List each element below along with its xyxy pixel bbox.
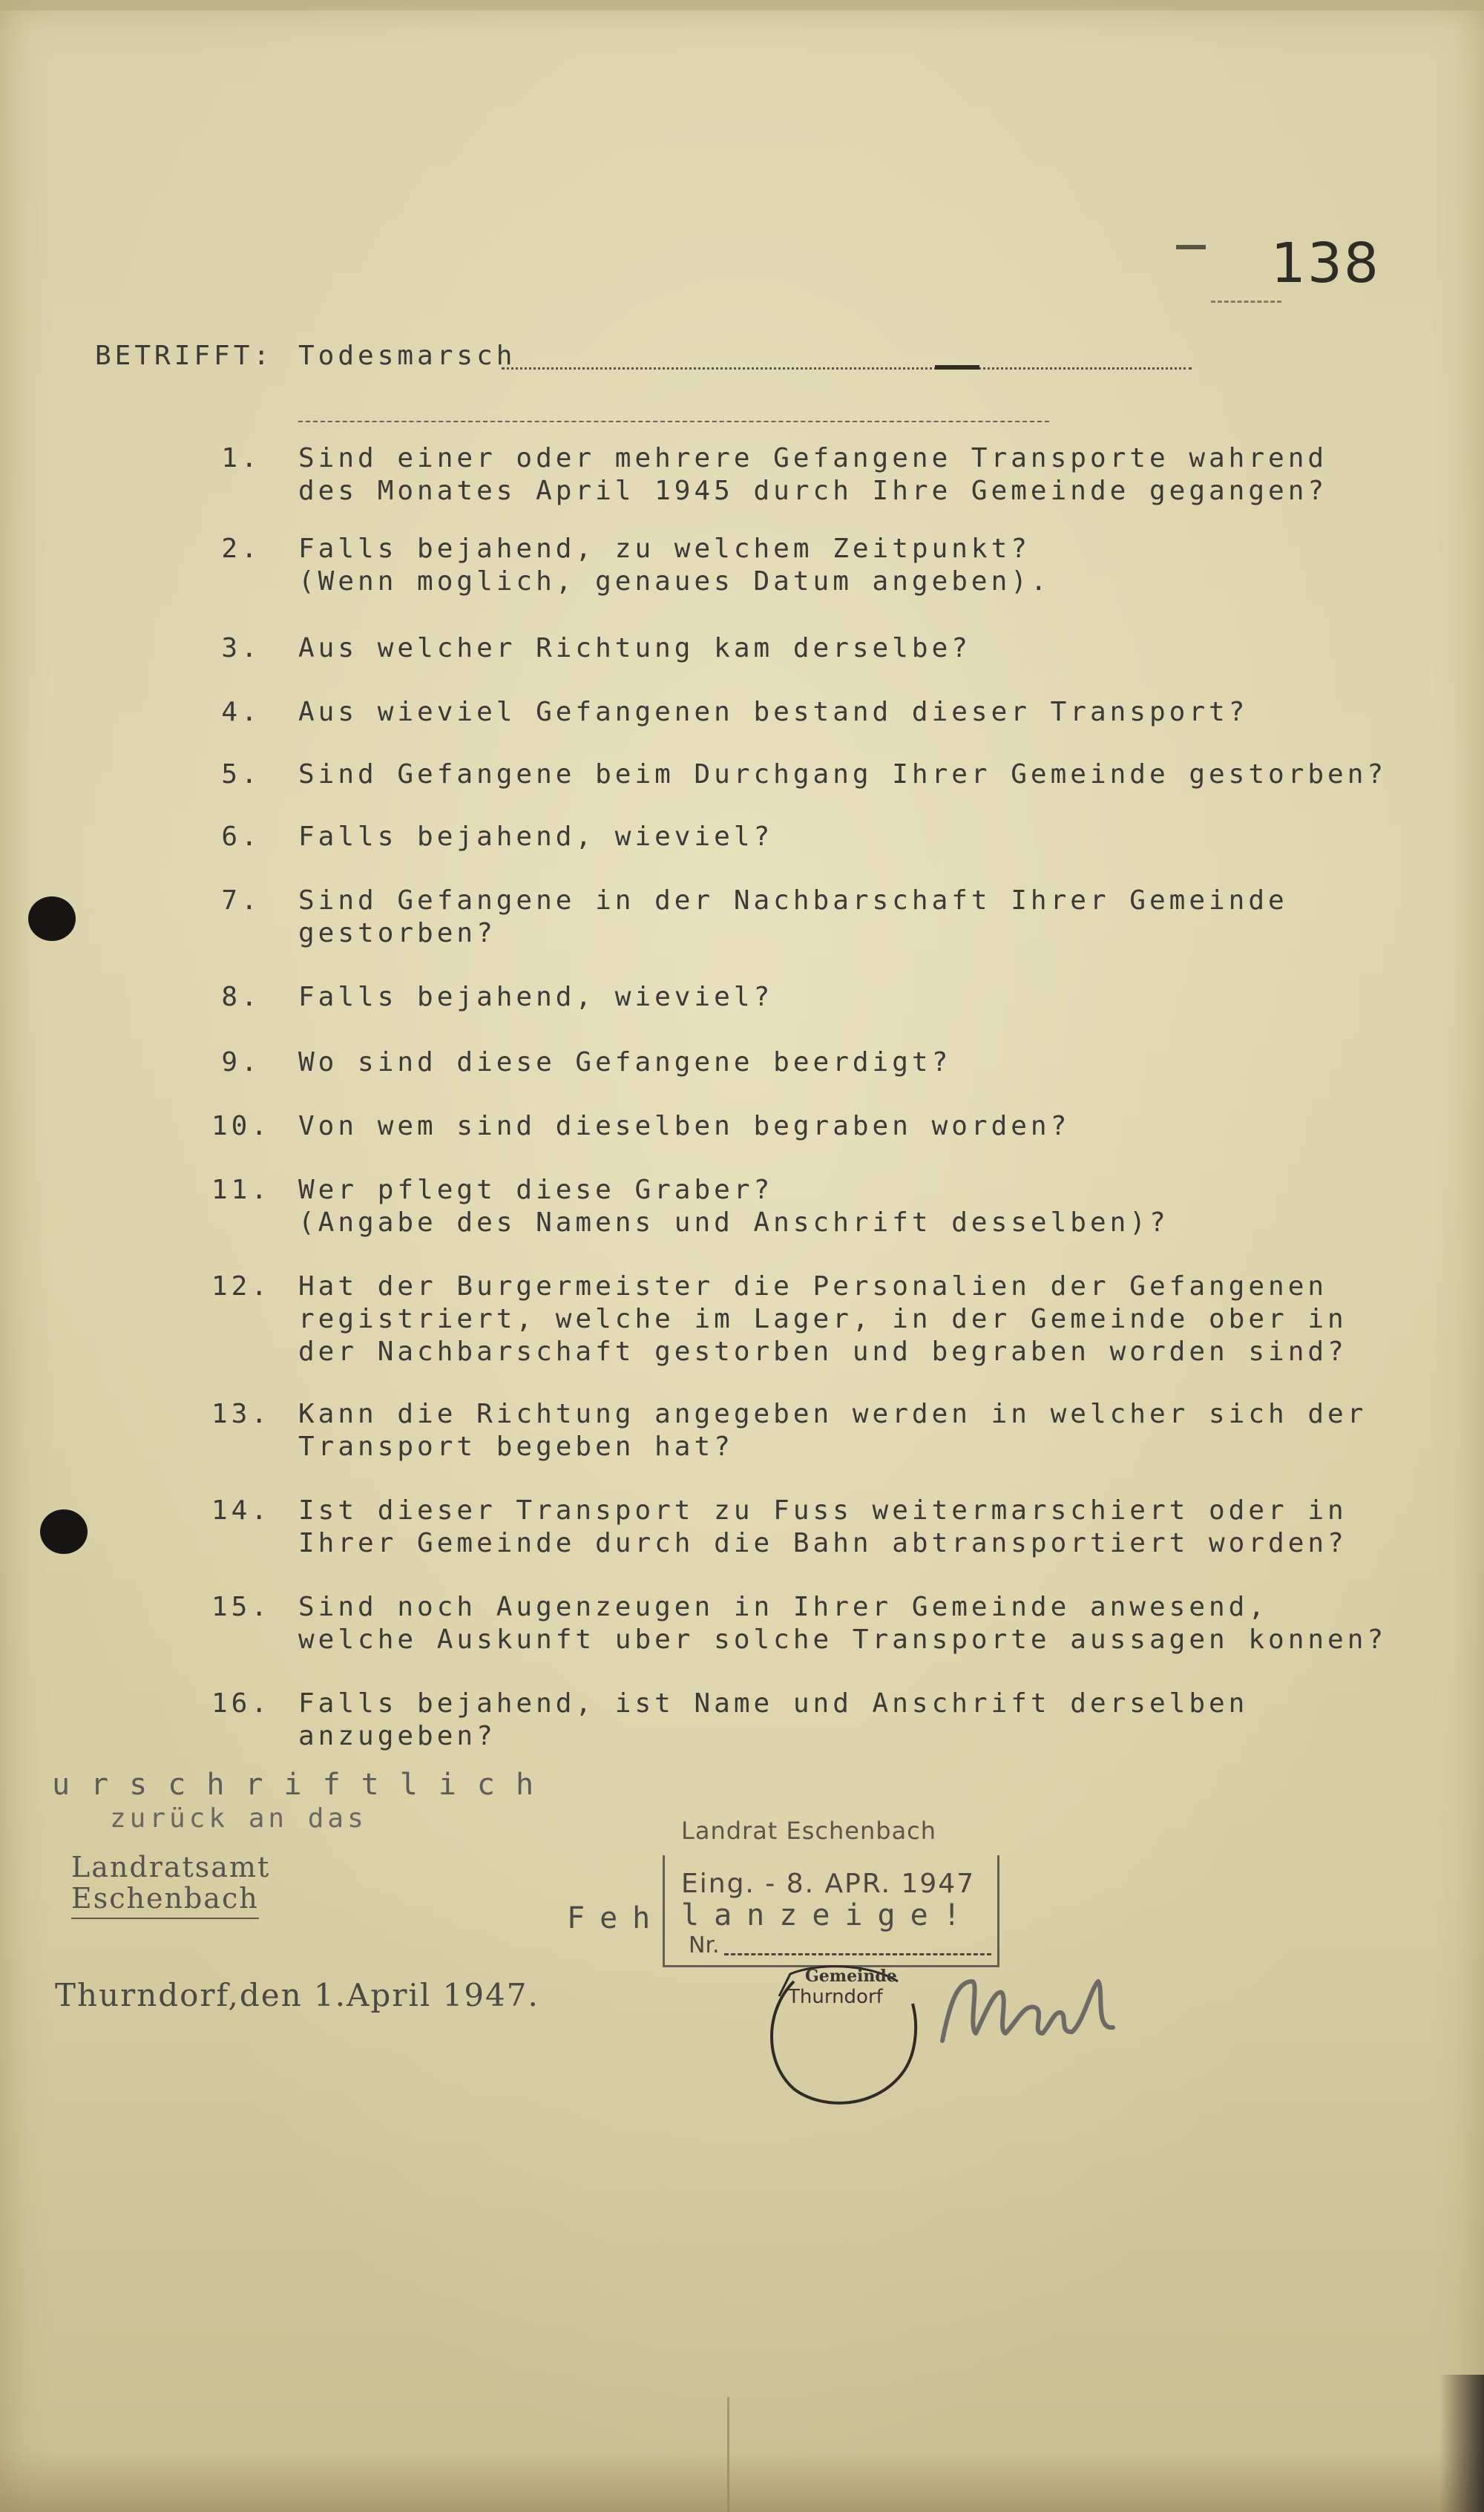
office-line-1: Landratsamt xyxy=(71,1851,271,1883)
question-text: Sind einer oder mehrere Gefangene Transporte wahrend des Monates April 1945 durch Ihre Gemeinde gegangen? xyxy=(298,443,1328,506)
question-text: Aus wieviel Gefangenen bestand dieser Transport? xyxy=(298,697,1249,727)
subject-dotted-line xyxy=(502,367,1192,370)
question-number: 15. xyxy=(211,1592,272,1622)
paper-bottom-edge xyxy=(0,2449,1484,2512)
question-text: Aus welcher Richtung kam derselbe? xyxy=(298,633,971,663)
question-number: 8. xyxy=(221,982,261,1012)
signature xyxy=(928,1959,1135,2063)
question-number: 16. xyxy=(211,1688,272,1719)
page-number-mark xyxy=(1176,245,1206,249)
fehlanzeige-prefix: Feh xyxy=(567,1901,666,1935)
punch-hole xyxy=(40,1509,88,1554)
seal-line-1: Gemeinde xyxy=(805,1967,897,1986)
question-number: 4. xyxy=(221,697,261,727)
question-text: Falls bejahend, wieviel? xyxy=(298,982,774,1012)
question-text: Sind noch Augenzeugen in Ihrer Gemeinde anwesend, welche Auskunft uber solche Transporte aussagen konnen? xyxy=(298,1592,1388,1655)
question-number: 14. xyxy=(211,1495,272,1526)
date-line: Thurndorf,den 1.April 1947. xyxy=(55,1977,539,2013)
question-text: Von wem sind dieselben begraben worden? xyxy=(298,1111,1071,1141)
question-number: 6. xyxy=(221,822,261,852)
question-number: 10. xyxy=(211,1111,272,1141)
question-number: 5. xyxy=(221,759,261,790)
question-text: Falls bejahend, wieviel? xyxy=(298,822,774,852)
question-text: Sind Gefangene in der Nachbarschaft Ihrer Gemeinde gestorben? xyxy=(298,885,1288,948)
original-note: urschriftlich xyxy=(52,1768,555,1802)
page-number: 138 xyxy=(1270,232,1380,295)
return-note: zurück an das xyxy=(110,1803,367,1834)
receipt-stamp-date: Eing. - 8. APR. 1947 xyxy=(681,1869,976,1899)
paper-top-edge xyxy=(0,0,1484,10)
question-number: 7. xyxy=(221,885,261,916)
question-text: Kann die Richtung angegeben werden in welcher sich der Transport begeben hat? xyxy=(298,1399,1368,1462)
question-number: 13. xyxy=(211,1399,272,1429)
question-number: 2. xyxy=(221,534,261,564)
question-text: Ist dieser Transport zu Fuss weitermarschiert oder in Ihrer Gemeinde durch die Bahn abtransportiert worden? xyxy=(298,1495,1347,1558)
question-text: Falls bejahend, zu welchem Zeitpunkt? (Wenn moglich, genaues Datum angeben). xyxy=(298,534,1051,597)
question-text: Sind Gefangene beim Durchgang Ihrer Gemeinde gestorben? xyxy=(298,759,1388,790)
question-number: 9. xyxy=(221,1047,261,1078)
fehlanzeige-suffix: lanzeige! xyxy=(681,1898,976,1932)
punch-hole xyxy=(28,896,76,941)
question-number: 12. xyxy=(211,1271,272,1302)
question-number: 3. xyxy=(221,633,261,663)
question-text: Hat der Burgermeister die Personalien der Gefangenen registriert, welche im Lager, in der Gemeinde ober in der Nachbarschaft gestorben und begraben worden sind? xyxy=(298,1271,1347,1367)
subject-underline xyxy=(298,421,1049,422)
page-number-dashes xyxy=(1211,301,1281,303)
question-number: 11. xyxy=(211,1175,272,1205)
question-text: Falls bejahend, ist Name und Anschrift derselben anzugeben? xyxy=(298,1688,1249,1751)
office-line-2: Eschenbach xyxy=(71,1882,259,1919)
paper-torn-corner xyxy=(1439,2375,1484,2512)
subject-label: BETRIFFT: xyxy=(95,341,274,371)
seal-line-2: Thurndorf xyxy=(788,1986,883,2008)
question-text: Wer pflegt diese Graber? (Angabe des Namens und Anschrift desselben)? xyxy=(298,1175,1169,1238)
receipt-stamp-header: Landrat Eschenbach xyxy=(681,1817,937,1845)
subject-text: Todesmarsch xyxy=(298,341,516,371)
question-text: Wo sind diese Gefangene beerdigt? xyxy=(298,1047,952,1078)
question-number: 1. xyxy=(221,443,261,473)
subject-tick-mark xyxy=(935,365,979,370)
receipt-stamp-nr: Nr. xyxy=(689,1932,720,1958)
